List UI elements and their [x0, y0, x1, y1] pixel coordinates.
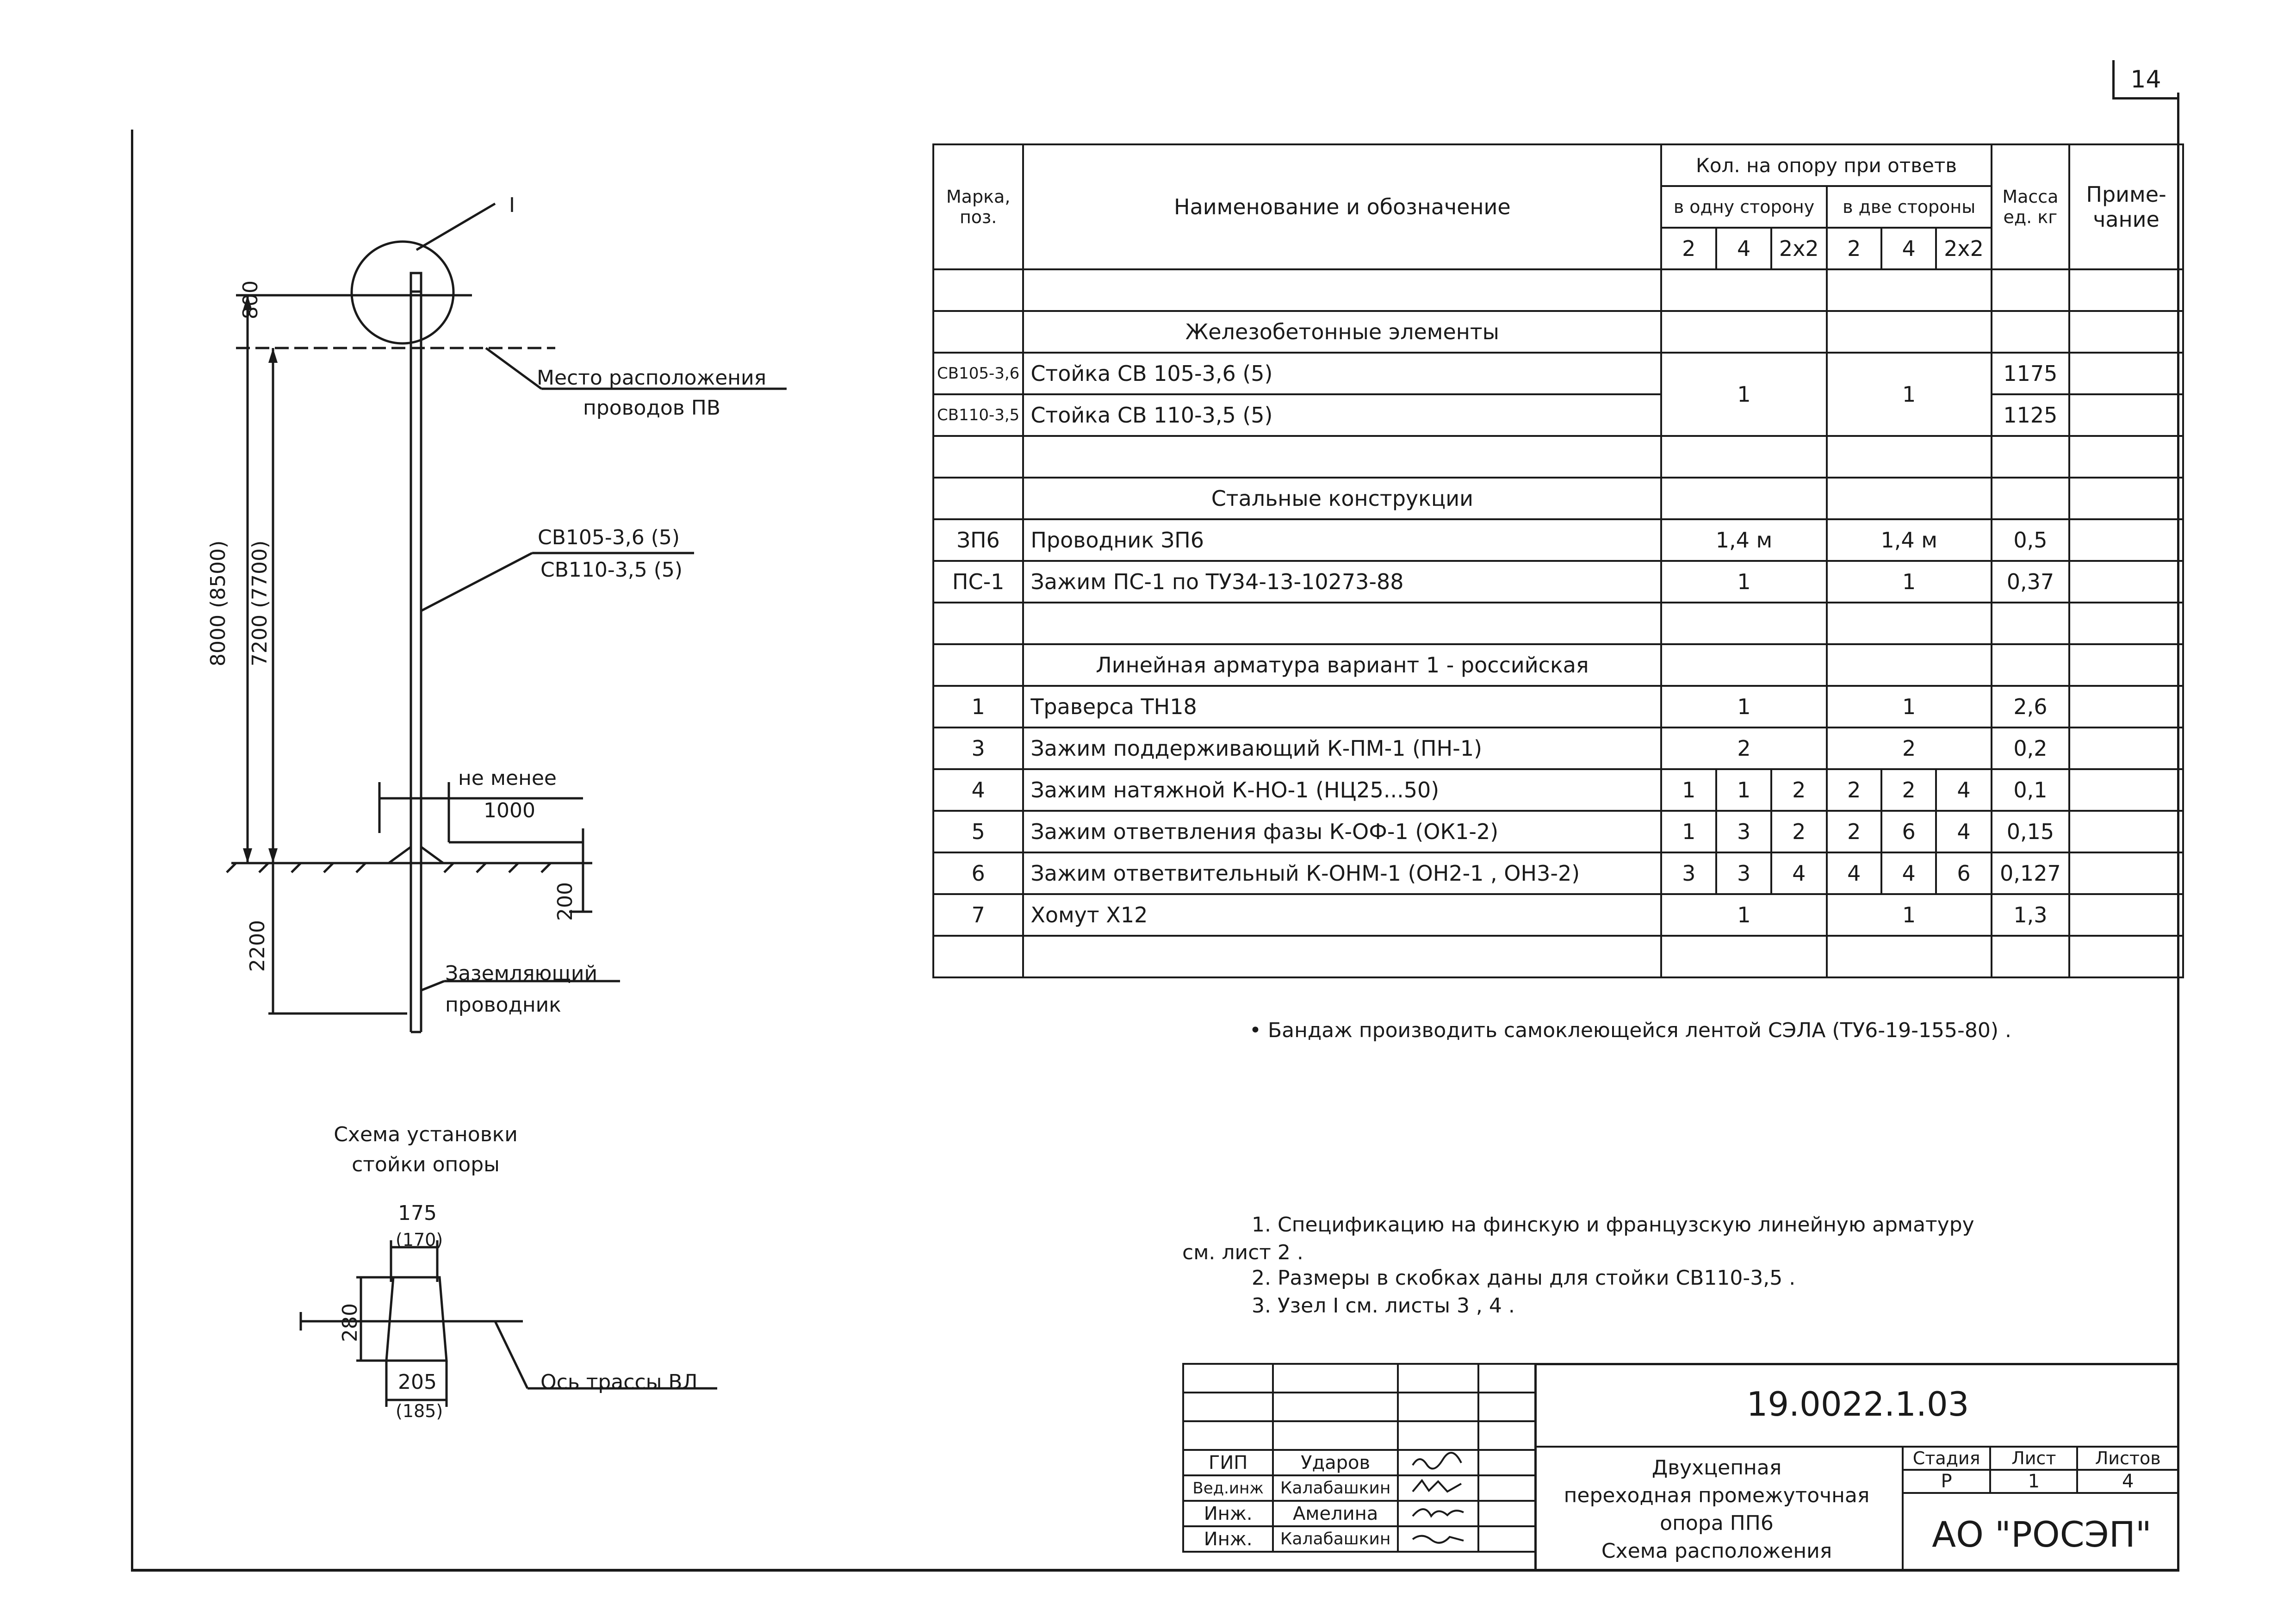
frame-left-line — [131, 130, 133, 1569]
note-1a: 1. Спецификацию на финскую и французскую линейную арматуру — [1252, 1213, 1974, 1237]
staff-name: Калабашкин — [1273, 1526, 1398, 1552]
row-qty: 1 — [1661, 769, 1716, 811]
row-name: Зажим ответвления фазы К-ОФ-1 (ОК1-2) — [1023, 811, 1661, 852]
table-row — [933, 394, 2183, 436]
spec-table — [932, 143, 2184, 978]
callout-label: I — [509, 193, 515, 217]
row-qty-two: 1 — [1827, 561, 1992, 603]
row-pos: 6 — [933, 852, 1023, 894]
row-qty: 4 — [1827, 852, 1881, 894]
install-bottom-2: (185) — [396, 1401, 443, 1421]
title-line-4: Схема расположения — [1601, 1539, 1832, 1563]
note-3: 3. Узел I см. листы 3 , 4 . — [1252, 1294, 1515, 1318]
row-qty-one: 1 — [1661, 561, 1826, 603]
row-name: Проводник ЗП6 — [1023, 519, 1661, 561]
header-mass: Масса ед. кг — [1992, 144, 2069, 269]
sheet-value: 1 — [1990, 1470, 2077, 1493]
row-qty: 4 — [1936, 769, 1992, 811]
staff-role: Инж. — [1183, 1526, 1273, 1552]
wires-label-2: проводов ПВ — [583, 396, 720, 420]
table-row — [933, 728, 2183, 769]
table-row — [933, 478, 2183, 519]
staff-role: ГИП — [1183, 1450, 1273, 1475]
table-row — [933, 353, 2183, 394]
row-qty: 2 — [1881, 769, 1936, 811]
row-qty: 3 — [1716, 811, 1771, 852]
title-line-1: Двухцепная — [1651, 1456, 1782, 1480]
title-line-2: переходная промежуточная — [1564, 1484, 1870, 1507]
staff-role: Вед.инж — [1183, 1475, 1273, 1501]
row-qty: 4 — [1881, 852, 1936, 894]
dim-7200: 7200 (7700) — [248, 540, 272, 666]
section-title: Железобетонные элементы — [1023, 311, 1661, 353]
row-pos: 3 — [933, 728, 1023, 769]
row-qty-two: 2 — [1827, 728, 1992, 769]
signature — [1398, 1450, 1478, 1475]
row-mass: 0,2 — [1992, 728, 2069, 769]
row-qty: 2 — [1827, 811, 1881, 852]
staff-row — [1183, 1475, 1535, 1501]
row-qty-one: 1 — [1661, 353, 1826, 436]
row-name: Зажим ПС-1 по ТУ34-13-10273-88 — [1023, 561, 1661, 603]
stage-header: Стадия — [1903, 1447, 1990, 1470]
install-top-1: 175 — [398, 1201, 437, 1225]
row-qty-two: 1 — [1827, 686, 1992, 728]
ground-label-2: проводник — [445, 993, 561, 1017]
row-mass: 1,3 — [1992, 894, 2069, 936]
header-sub-col: 2 — [1827, 228, 1881, 269]
row-mass: 1125 — [1992, 394, 2069, 436]
row-qty: 3 — [1716, 852, 1771, 894]
row-qty-one: 1 — [1661, 894, 1826, 936]
install-side: 280 — [338, 1303, 362, 1342]
header-sub-col: 4 — [1716, 228, 1771, 269]
staff-row — [1183, 1450, 1535, 1475]
install-bottom-1: 205 — [398, 1370, 437, 1394]
title-block-staff — [1182, 1363, 1536, 1553]
sheets-value: 4 — [2077, 1470, 2178, 1493]
table-row — [933, 519, 2183, 561]
table-row — [933, 769, 2183, 811]
install-axis-label: Ось трассы ВЛ — [540, 1370, 698, 1394]
staff-name: Ударов — [1273, 1450, 1398, 1475]
install-title-2: стойки опоры — [352, 1153, 500, 1176]
header-sub-col: 4 — [1881, 228, 1936, 269]
table-row — [933, 561, 2183, 603]
table-row — [933, 644, 2183, 686]
row-mass: 0,1 — [1992, 769, 2069, 811]
stage-value: Р — [1903, 1470, 1990, 1493]
row-qty-two: 1,4 м — [1827, 519, 1992, 561]
staff-row — [1183, 1526, 1535, 1552]
table-row — [933, 603, 2183, 644]
row-qty: 1 — [1716, 769, 1771, 811]
table-row — [933, 436, 2183, 478]
header-two-sides: в две стороны — [1827, 186, 1992, 228]
header-one-side: в одну сторону — [1661, 186, 1826, 228]
staff-row — [1183, 1501, 1535, 1526]
page-number-box — [2112, 60, 2177, 99]
row-name: Стойка СВ 105-3,6 (5) — [1023, 353, 1661, 394]
table-row — [933, 894, 2183, 936]
section-title: Линейная арматура вариант 1 - российская — [1023, 644, 1661, 686]
dim-200: 200 — [553, 882, 577, 921]
table-row — [933, 852, 2183, 894]
table-row — [933, 269, 2183, 311]
page-number: 14 — [2130, 66, 2161, 93]
document-code: 19.0022.1.03 — [1746, 1385, 1969, 1424]
post-label-1: СВ105-3,6 (5) — [538, 526, 680, 549]
row-pos: СВ105-3,6 — [933, 353, 1023, 394]
header-sub-col: 2х2 — [1771, 228, 1827, 269]
signature — [1398, 1526, 1478, 1552]
row-mass: 0,5 — [1992, 519, 2069, 561]
install-title-1: Схема установки — [334, 1123, 518, 1146]
row-pos: ЗП6 — [933, 519, 1023, 561]
row-qty-one: 1,4 м — [1661, 519, 1826, 561]
row-qty: 2 — [1827, 769, 1881, 811]
row-qty-two: 1 — [1827, 894, 1992, 936]
row-pos: СВ110-3,5 — [933, 394, 1023, 436]
header-mark: Марка, поз. — [933, 144, 1023, 269]
install-top-2: (170) — [396, 1230, 443, 1250]
staff-name: Амелина — [1273, 1501, 1398, 1526]
table-row — [933, 936, 2183, 977]
header-name: Наименование и обозначение — [1023, 144, 1661, 269]
row-pos: ПС-1 — [933, 561, 1023, 603]
organization-name: АО "РОСЭП" — [1932, 1514, 2152, 1555]
header-qty: Кол. на опору при ответв — [1661, 144, 1991, 186]
table-row — [933, 311, 2183, 353]
row-qty: 6 — [1936, 852, 1992, 894]
dim-800: 800 — [239, 280, 262, 319]
row-mass: 1175 — [1992, 353, 2069, 394]
signature — [1398, 1475, 1478, 1501]
row-qty: 4 — [1771, 852, 1827, 894]
dim-8000: 8000 (8500) — [206, 540, 230, 666]
row-qty-one: 1 — [1661, 686, 1826, 728]
row-name: Хомут Х12 — [1023, 894, 1661, 936]
row-pos: 1 — [933, 686, 1023, 728]
stage-table — [1902, 1446, 2179, 1494]
row-qty-one: 2 — [1661, 728, 1826, 769]
row-mass: 0,127 — [1992, 852, 2069, 894]
wires-label-1: Место расположения — [537, 366, 767, 390]
row-name: Зажим натяжной К-НО-1 (НЦ25...50) — [1023, 769, 1661, 811]
row-mass: 0,15 — [1992, 811, 2069, 852]
staff-name: Калабашкин — [1273, 1475, 1398, 1501]
row-name: Зажим ответвительный К-ОНМ-1 (ОН2-1 , ОН3-2) — [1023, 852, 1661, 894]
row-qty: 3 — [1661, 852, 1716, 894]
row-qty: 4 — [1936, 811, 1992, 852]
header-sub-col: 2 — [1661, 228, 1716, 269]
row-qty: 2 — [1771, 811, 1827, 852]
post-label-2: СВ110-3,5 (5) — [540, 558, 683, 582]
bandage-note: • Бандаж производить самоклеющейся лентой СЭЛА (ТУ6-19-155-80) . — [1249, 1019, 2012, 1042]
note-2: 2. Размеры в скобках даны для стойки СВ110-3,5 . — [1252, 1266, 1796, 1290]
dim-2200: 2200 — [246, 920, 269, 972]
section-title: Стальные конструкции — [1023, 478, 1661, 519]
sheets-header: Листов — [2077, 1447, 2178, 1470]
sheet-header: Лист — [1990, 1447, 2077, 1470]
min-distance-value: 1000 — [484, 799, 535, 822]
row-qty: 1 — [1661, 811, 1716, 852]
row-pos: 4 — [933, 769, 1023, 811]
row-mass: 0,37 — [1992, 561, 2069, 603]
row-qty-two: 1 — [1827, 353, 1992, 436]
header-note: Приме- чание — [2069, 144, 2183, 269]
header-sub-col: 2х2 — [1936, 228, 1992, 269]
title-line-3: опора ПП6 — [1660, 1511, 1774, 1535]
row-pos: 7 — [933, 894, 1023, 936]
row-name: Траверса ТН18 — [1023, 686, 1661, 728]
ground-label-1: Заземляющий — [445, 962, 598, 985]
note-1b: см. лист 2 . — [1182, 1241, 1303, 1264]
table-row — [933, 686, 2183, 728]
row-pos: 5 — [933, 811, 1023, 852]
row-qty: 6 — [1881, 811, 1936, 852]
row-name: Стойка СВ 110-3,5 (5) — [1023, 394, 1661, 436]
row-name: Зажим поддерживающий К-ПМ-1 (ПН-1) — [1023, 728, 1661, 769]
table-row — [933, 811, 2183, 852]
min-distance-label: не менее — [458, 766, 557, 790]
signature — [1398, 1501, 1478, 1526]
staff-role: Инж. — [1183, 1501, 1273, 1526]
row-mass: 2,6 — [1992, 686, 2069, 728]
row-qty: 2 — [1771, 769, 1827, 811]
